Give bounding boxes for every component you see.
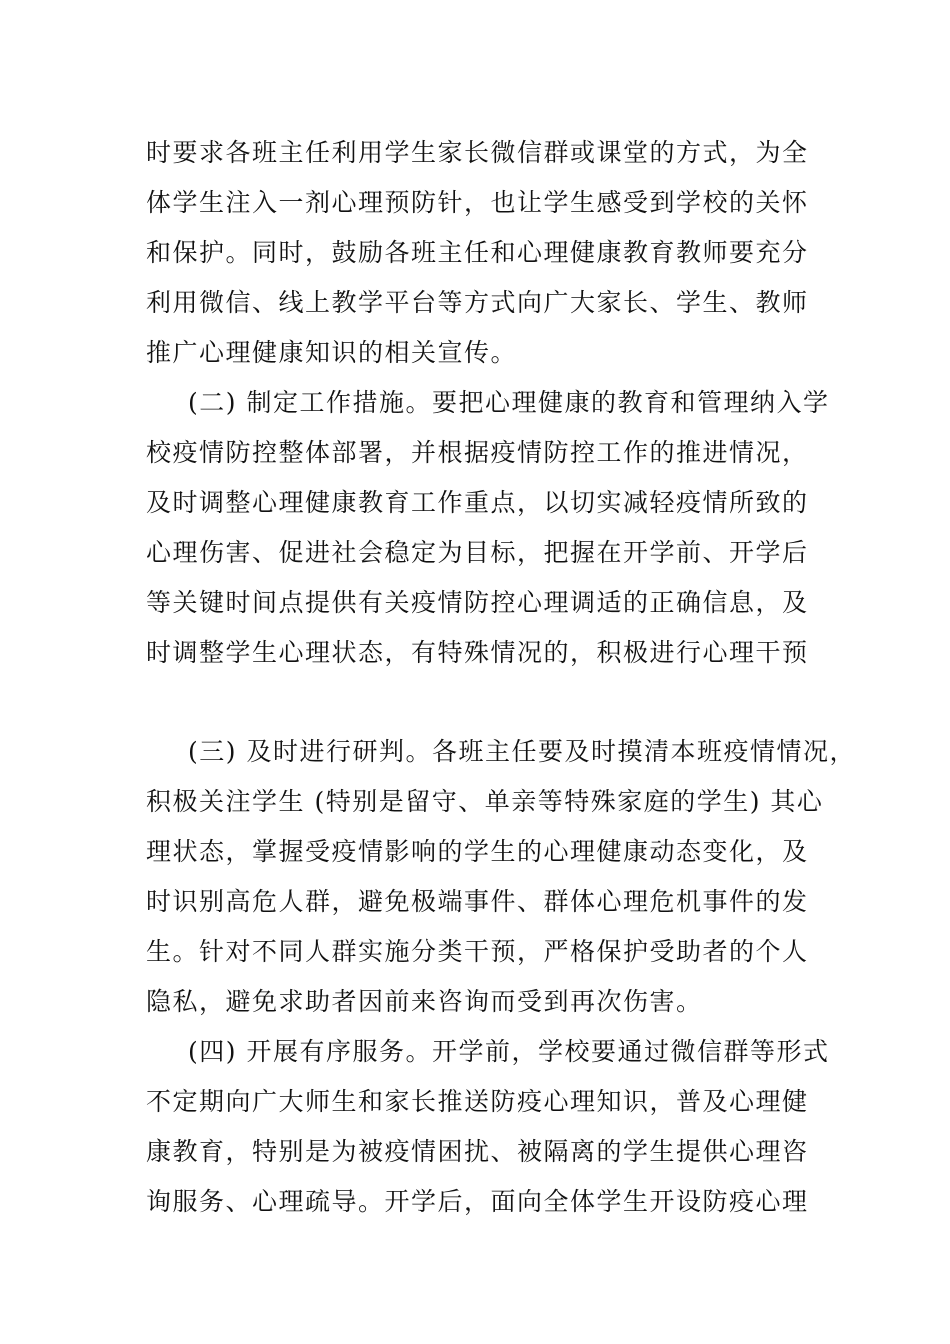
paragraph-line: 生。针对不同人群实施分类干预，严格保护受助者的个人 [146, 937, 809, 966]
paragraph-line: 校疫情防控整体部署，并根据疫情防控工作的推进情况， [146, 438, 809, 467]
section-heading-line: (四) 开展有序服务。开学前，学校要通过微信群等形式 [188, 1037, 830, 1066]
paragraph-line: 康教育，特别是为被疫情困扰、被隔离的学生提供心理咨 [146, 1137, 809, 1166]
paragraph-line: 积极关注学生 (特别是留守、单亲等特殊家庭的学生) 其心 [146, 787, 824, 816]
paragraph-line: 时要求各班主任利用学生家长微信群或课堂的方式，为全 [146, 138, 809, 167]
paragraph-line: 时识别高危人群，避免极端事件、群体心理危机事件的发 [146, 887, 809, 916]
paragraph-line: 理状态，掌握受疫情影响的学生的心理健康动态变化，及 [146, 837, 809, 866]
paragraph-line: 体学生注入一剂心理预防针，也让学生感受到学校的关怀 [146, 188, 809, 217]
section-heading-line: (三) 及时进行研判。各班主任要及时摸清本班疫情情况， [188, 737, 856, 766]
paragraph-line: 推广心理健康知识的相关宣传。 [146, 338, 518, 367]
section-heading-line: (二) 制定工作措施。要把心理健康的教育和管理纳入学 [188, 388, 830, 417]
paragraph-line: 心理伤害、促进社会稳定为目标，把握在开学前、开学后 [146, 538, 809, 567]
paragraph-line: 隐私，避免求助者因前来咨询而受到再次伤害。 [146, 987, 703, 1016]
paragraph-line: 等关键时间点提供有关疫情防控心理调适的正确信息，及 [146, 588, 809, 617]
paragraph-line: 利用微信、线上教学平台等方式向广大家长、学生、教师 [146, 288, 809, 317]
paragraph-line: 询服务、心理疏导。开学后，面向全体学生开设防疫心理 [146, 1187, 809, 1216]
paragraph-line: 和保护。同时，鼓励各班主任和心理健康教育教师要充分 [146, 238, 809, 267]
paragraph-line: 不定期向广大师生和家长推送防疫心理知识，普及心理健 [146, 1087, 809, 1116]
paragraph-line: 时调整学生心理状态，有特殊情况的，积极进行心理干预 [146, 638, 809, 667]
paragraph-line: 及时调整心理健康教育工作重点，以切实减轻疫情所致的 [146, 488, 809, 517]
